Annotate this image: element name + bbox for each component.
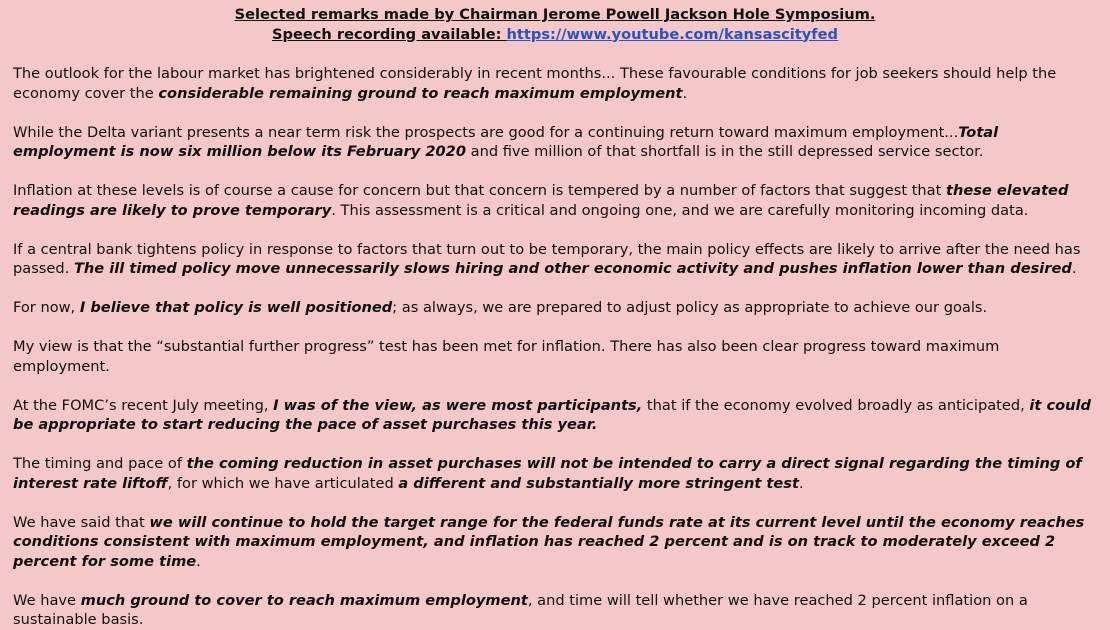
body-text: . <box>1071 260 1077 277</box>
paragraph-1 <box>13 64 1097 103</box>
recording-line <box>13 25 1097 45</box>
paragraph-2 <box>13 123 1097 162</box>
body-text: If a central bank tightens policy in response to factors that turn out to be temporary, the main policy effects are likely to arrive after the need has passed. <box>13 240 1081 277</box>
body-text: For now, <box>13 299 80 316</box>
emphasized-text: a different and substantially more stringent test <box>398 474 799 492</box>
recording-label: Speech recording available: <box>272 25 507 43</box>
paragraph-4 <box>13 240 1097 279</box>
emphasized-text: it could be appropriate to start reducing the pace of asset purchases this year. <box>13 396 1091 433</box>
paragraph-5 <box>13 298 1097 318</box>
body-text: The outlook for the labour market has brightened considerably in recent months... These favourable conditions for job seekers should help the economy cover the <box>13 65 1057 102</box>
body-text: . <box>798 474 804 492</box>
body-text: that if the economy evolved broadly as anticipated, <box>642 396 1030 414</box>
paragraph-8 <box>13 454 1097 493</box>
paragraph-9 <box>13 513 1097 572</box>
body-text: , and time will tell whether we have reached 2 percent inflation on a sustainable basis. <box>13 591 1028 628</box>
emphasized-text: much ground to cover to reach maximum employment <box>80 591 528 609</box>
body-text: We have <box>13 591 81 609</box>
body-text: My view is that the “substantial further progress” test has been met for inflation. There has also been clear progress toward maximum employment. <box>13 338 1000 375</box>
recording-link[interactable]: https://www.youtube.com/kansascityfed <box>506 25 838 43</box>
paragraph-3 <box>13 181 1097 220</box>
emphasized-text: Total employment is now six million below its February 2020 <box>13 123 999 160</box>
body-text: . <box>682 84 688 102</box>
body-text: and five million of that shortfall is in the still depressed service sector. <box>466 143 984 160</box>
paragraph-7 <box>13 396 1097 435</box>
body-text: The timing and pace of <box>13 455 187 472</box>
body-text: We have said that <box>13 513 150 531</box>
paragraph-6 <box>13 337 1097 376</box>
body-text: . <box>196 552 201 570</box>
body-text: . This assessment is a critical and ongoing one, and we are carefully monitoring incoming data. <box>331 201 1029 219</box>
paragraph-10 <box>13 591 1097 630</box>
emphasized-text: I believe that policy is well positioned <box>79 299 393 316</box>
emphasized-text: these elevated readings are likely to prove temporary <box>13 182 1069 219</box>
body-text: While the Delta variant presents a near term risk the prospects are good for a continuing return toward maximum employment... <box>13 123 959 141</box>
emphasized-text: I was of the view, as were most participants, <box>273 396 643 414</box>
document-header <box>13 5 1097 44</box>
emphasized-text: considerable remaining ground to reach maximum employment <box>158 84 683 102</box>
body-text: Inflation at these levels is of course a cause for concern but that concern is tempered by a number of factors that suggest that <box>13 182 946 199</box>
remarks-body <box>13 64 1097 630</box>
emphasized-text: The ill timed policy move unnecessarily slows hiring and other economic activity and pushes inflation lower than desired <box>73 260 1072 277</box>
emphasized-text: the coming reduction in asset purchases will not be intended to carry a direct signal regarding the timing of interest rate liftoff <box>13 455 1082 492</box>
body-text: At the FOMC’s recent July meeting, <box>13 396 274 414</box>
body-text: , for which we have articulated <box>167 474 399 492</box>
document-title: Selected remarks made by Chairman Jerome Powell Jackson Hole Symposium. <box>234 6 876 23</box>
emphasized-text: we will continue to hold the target range for the federal funds rate at its current level until the economy reaches conditions consistent with maximum employment, and inflation has reached 2 percent and is on track to moderately exceed 2 percent for some time <box>13 513 1085 570</box>
body-text: ; as always, we are prepared to adjust policy as appropriate to achieve our goals. <box>392 299 988 316</box>
